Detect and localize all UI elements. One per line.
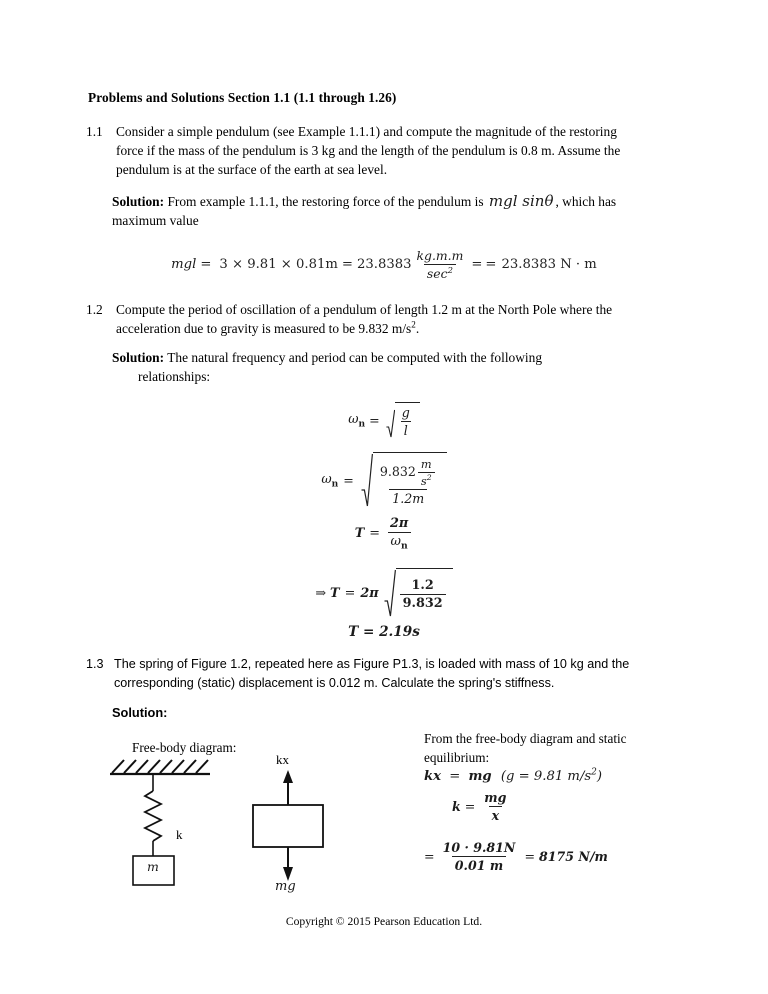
eq-T2-numerator: 1.2: [411, 578, 434, 593]
radical-sign-icon: [386, 402, 395, 438]
eq-wn2-omega: $\omega_n$: [321, 470, 339, 490]
eq-k-equals: =: [464, 799, 476, 814]
solution-1-2-text: The natural frequency and period can be computed with the following: [167, 350, 543, 365]
eq-T1-numerator: 2π: [389, 516, 409, 531]
implies-icon: ⇒: [315, 585, 327, 601]
section-heading: Problems and Solutions Section 1.1 (1.1 through 1.26): [88, 90, 397, 105]
free-body-diagram-figure: [100, 752, 370, 900]
eq-wn2-fraction: [377, 457, 440, 506]
solution-1-1-text: From example 1.1.1, the restoring force of the pendulum is: [167, 194, 484, 209]
eq-wn2-denominator: 1.2m: [389, 489, 427, 506]
eq-T1-denominator: $\omega_n$: [388, 532, 411, 552]
eq-wn1-omega: $\omega_n$: [348, 410, 366, 430]
eq-wn2-numerator: 9.832 $\frac{m}{s^2}$: [377, 457, 440, 489]
eq-T1-fraction: [387, 516, 411, 552]
free-body-diagram-caption: Free-body diagram:: [132, 740, 237, 755]
eq-val-equals: =: [424, 849, 435, 864]
derivation-line-1: From the free-body diagram and static: [424, 731, 627, 746]
eq-k-lhs: k: [452, 799, 461, 814]
problem-1-3: [86, 655, 666, 693]
eq-val-equals-2: =: [524, 849, 535, 864]
eq-wn1-numerator: g: [401, 405, 410, 420]
equation-period-value: [0, 568, 768, 618]
eq-mgl-lhs: mgl: [171, 257, 197, 272]
equation-mgl: [0, 248, 768, 281]
eq-wn1-denominator: l: [401, 421, 411, 438]
mass-label: m: [147, 859, 159, 874]
spring-coil-icon: [145, 791, 161, 841]
solution-1-2-text-cont: relationships:: [138, 369, 211, 385]
equation-period-definition: [0, 516, 768, 552]
eq-T3-result: T = 2.19s: [348, 624, 420, 640]
radical-sign-icon: [361, 452, 373, 508]
eq-T1-T: T: [354, 526, 365, 542]
eq-T2-fraction: [400, 578, 446, 611]
equation-stiffness-definition: [452, 790, 511, 823]
solution-1-2: [112, 348, 632, 387]
figure-svg: [100, 755, 370, 900]
eq-k-fraction: [481, 790, 509, 823]
eq-T2-coefficient: 2π: [360, 585, 379, 601]
equation-equilibrium: kx = mg (g = 9.81 $m/s^2$): [424, 767, 603, 785]
eq-k-numerator: mg: [484, 790, 507, 805]
solution-1-1-text-tail: , which has maximum value: [112, 194, 617, 229]
eq-mgl-equals-2: =: [341, 257, 353, 272]
eq-mgl-unit-numerator: kg.m.m: [416, 248, 464, 263]
solution-1-1-inline-math: mgl sinθ: [488, 192, 554, 210]
eq-T2-radical: [384, 568, 453, 618]
eq-mgl-expression: 3 × 9.81 × 0.81m: [219, 257, 338, 272]
eq-T2-equals: =: [344, 585, 356, 601]
eq-T2-T: T: [330, 585, 340, 601]
problem-1-1-number: 1.1: [86, 124, 103, 139]
problem-1-3-statement: The spring of Figure 1.2, repeated here as Figure P1.3, is loaded with mass of 10 kg and the corresponding (static) displacement is 0.012 m. Calculate the spring's stiffness.: [114, 657, 630, 690]
eq-mgl-unit-denominator: $\sec^2$: [424, 264, 456, 281]
spring-stiffness-label: k: [176, 827, 183, 842]
eq-val-denominator: 0.01 m: [452, 856, 506, 873]
equation-omega-n-value: [0, 452, 768, 508]
force-up-arrowhead-icon: [283, 770, 293, 783]
eq-wn2-equals: =: [343, 472, 354, 488]
force-up-label: kx: [276, 752, 289, 767]
eq-k-denominator: x: [489, 806, 503, 823]
eq-wn1-fraction: [399, 405, 413, 438]
problem-1-2-statement: Compute the period of oscillation of a pendulum of length 1.2 m at the North Pole where the acceleration due to gravity is measured to be 9.832 $m/s^2$.: [116, 302, 613, 337]
eq-T2-denominator: 9.832: [400, 594, 446, 611]
problem-1-2: [86, 300, 666, 338]
problem-1-1-statement: Consider a simple pendulum (see Example 1.1.1) and compute the magnitude of the restoring force if the mass of the pendulum is 3 kg and the length of the pendulum is 0.8 m. Assume the pendulum is at the surface of the earth at sea level.: [116, 124, 621, 178]
eq-wn1-radical: [386, 402, 420, 438]
solution-1-3-label: Solution:: [112, 705, 168, 720]
eq-mgl-equals-4: =: [485, 257, 497, 272]
problem-1-3-number: 1.3: [86, 657, 104, 671]
page-footer-copyright: Copyright © 2015 Pearson Education Ltd.: [285, 915, 483, 928]
problem-1-2-number: 1.2: [86, 302, 103, 317]
solution-1-1-label: Solution:: [112, 194, 165, 209]
eq-mgl-units-fraction: [414, 248, 467, 281]
eq-mgl-value: 23.8383: [356, 257, 412, 272]
equation-stiffness-value: [424, 840, 608, 873]
eq-mgl-result: 23.8383 N · m: [501, 257, 597, 272]
eq-mgl-equals-3: =: [471, 257, 483, 272]
eq-wn1-equals: =: [369, 412, 380, 428]
equation-omega-n-definition: [0, 402, 768, 438]
eq-val-numerator: 10 · 9.81N: [442, 840, 516, 855]
eq-val-result: 8175 N/m: [539, 849, 608, 864]
problem-1-1: [86, 122, 646, 180]
eq-wn2-radical: [361, 452, 447, 508]
force-down-label: mg: [275, 879, 296, 894]
equation-period-result: [0, 624, 768, 640]
derivation-text: [424, 730, 674, 787]
ceiling-hatch-icon: [112, 760, 208, 773]
radical-sign-icon: [384, 568, 396, 618]
solution-1-2-label: Solution:: [112, 350, 165, 365]
free-body-block: [253, 805, 323, 847]
eq-T1-equals: =: [369, 526, 380, 542]
derivation-line-2: equilibrium:: [424, 749, 490, 765]
eq-val-fraction: [440, 840, 519, 873]
solution-1-1: [112, 192, 672, 231]
eq-mgl-equals-1: =: [200, 257, 212, 272]
